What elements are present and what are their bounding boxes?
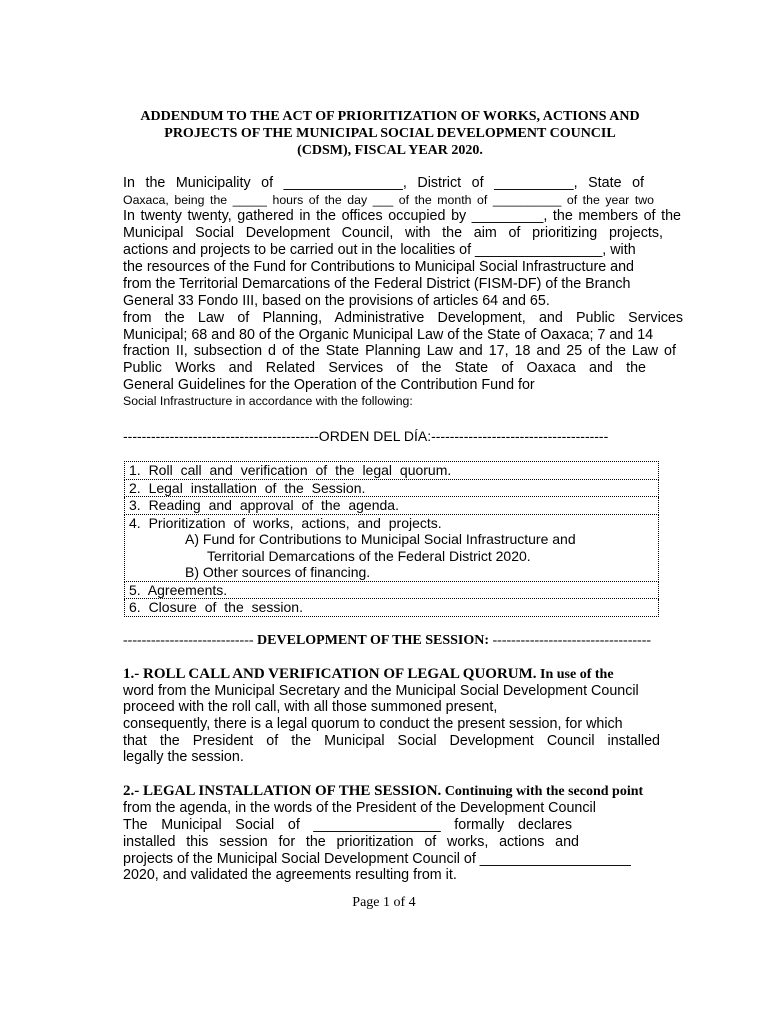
section-2-line: 2020, and validated the agreements resulting from it. (123, 867, 457, 883)
section-2-line: The Municipal Social of ________________ formally declares (123, 817, 572, 833)
intro-line: Social Infrastructure in accordance with the following: (123, 394, 413, 408)
agenda-item: 4. Prioritization of works, actions, and projects. (129, 514, 442, 531)
agenda-item: 5. Agreements. (125, 581, 659, 599)
agenda-item: 3. Reading and approval of the agenda. (125, 497, 659, 515)
agenda-row (125, 599, 659, 617)
agenda-table (124, 461, 659, 617)
agenda-item: 6. Closure of the session. (125, 599, 659, 617)
document-title-line-3: (CDSM), FISCAL YEAR 2020. (297, 143, 483, 158)
agenda-subitem: B) Other sources of financing. (185, 564, 371, 580)
section-1-title: 1.- ROLL CALL AND VERIFICATION OF LEGAL QUORUM. (123, 666, 537, 682)
section-2-line: projects of the Municipal Social Development Council of ___________________ (123, 851, 631, 867)
section-1-line: that the President of the Municipal Social Development Council installed (123, 733, 660, 749)
section-2-line: installed this session for the prioritization of works, actions and (123, 834, 579, 850)
intro-line: fraction II, subsection d of the State Planning Law and 17, 18 and 25 of the Law of (123, 343, 676, 359)
section-1-line: legally the session. (123, 749, 244, 765)
section-2-title: 2.- LEGAL INSTALLATION OF THE SESSION. (123, 783, 442, 799)
section-1-heading (123, 666, 643, 683)
intro-line: General 33 Fondo III, based on the provisions of articles 64 and 65. (123, 293, 550, 309)
intro-line: General Guidelines for the Operation of the Contribution Fund for (123, 377, 535, 393)
agenda-row (125, 462, 659, 480)
section-1-lead-in: In use of the (540, 667, 614, 682)
section-1-line: word from the Municipal Secretary and the Municipal Social Development Council (123, 683, 639, 699)
development-heading-right-rule: ---------------------------------- (492, 633, 652, 648)
intro-line: Oaxaca, being the _____ hours of the day ___ of the month of __________ of the year two (123, 193, 654, 207)
development-heading-left-rule: ---------------------------- (123, 633, 254, 648)
section-1-line: proceed with the roll call, with all those summoned present, (123, 699, 498, 715)
agenda-subitem-continuation: Territorial Demarcations of the Federal District 2020. (207, 547, 531, 564)
section-2-heading (123, 783, 643, 800)
intro-line: In the Municipality of _______________, District of __________, State of (123, 175, 644, 191)
development-heading (123, 632, 683, 649)
intro-line: Municipal Social Development Council, with the aim of prioritizing projects, (123, 225, 663, 241)
intro-line: In twenty twenty, gathered in the offices occupied by _________, the members of the (123, 208, 681, 224)
section-2-lead-in: Continuing with the second point (444, 784, 644, 799)
intro-line: from the Territorial Demarcations of the Federal District (FISM-DF) of the Branch (123, 276, 631, 292)
agenda-item: 2. Legal installation of the Session. (125, 479, 659, 497)
intro-line: from the Law of Planning, Administrative Development, and Public Services (123, 310, 683, 326)
intro-line: the resources of the Fund for Contributions to Municipal Social Infrastructure and (123, 259, 634, 275)
agenda-heading: ------------------------------------------ORDEN DEL DÍA:-------------------------------------- (123, 428, 609, 444)
agenda-row (125, 479, 659, 497)
document-title-line-1: ADDENDUM TO THE ACT OF PRIORITIZATION OF WORKS, ACTIONS AND (140, 109, 640, 124)
agenda-row (125, 514, 659, 581)
development-heading-label: DEVELOPMENT OF THE SESSION: (257, 633, 490, 648)
section-1-line: consequently, there is a legal quorum to conduct the present session, for which (123, 716, 623, 732)
agenda-subitem: A) Fund for Contributions to Municipal Social Infrastructure and (185, 531, 576, 547)
document-title-line-2: PROJECTS OF THE MUNICIPAL SOCIAL DEVELOPMENT COUNCIL (164, 126, 616, 141)
agenda-row (125, 581, 659, 599)
agenda-item-group (125, 514, 659, 581)
intro-line: Municipal; 68 and 80 of the Organic Municipal Law of the State of Oaxaca; 7 and 14 (123, 327, 654, 343)
intro-line: Public Works and Related Services of the State of Oaxaca and the (123, 360, 646, 376)
agenda-item: 1. Roll call and verification of the legal quorum. (125, 462, 659, 480)
section-2-line: from the agenda, in the words of the President of the Development Council (123, 800, 596, 816)
agenda-row (125, 497, 659, 515)
intro-line: actions and projects to be carried out in the localities of ________________, with (123, 242, 636, 258)
page-number: Page 1 of 4 (352, 895, 416, 910)
